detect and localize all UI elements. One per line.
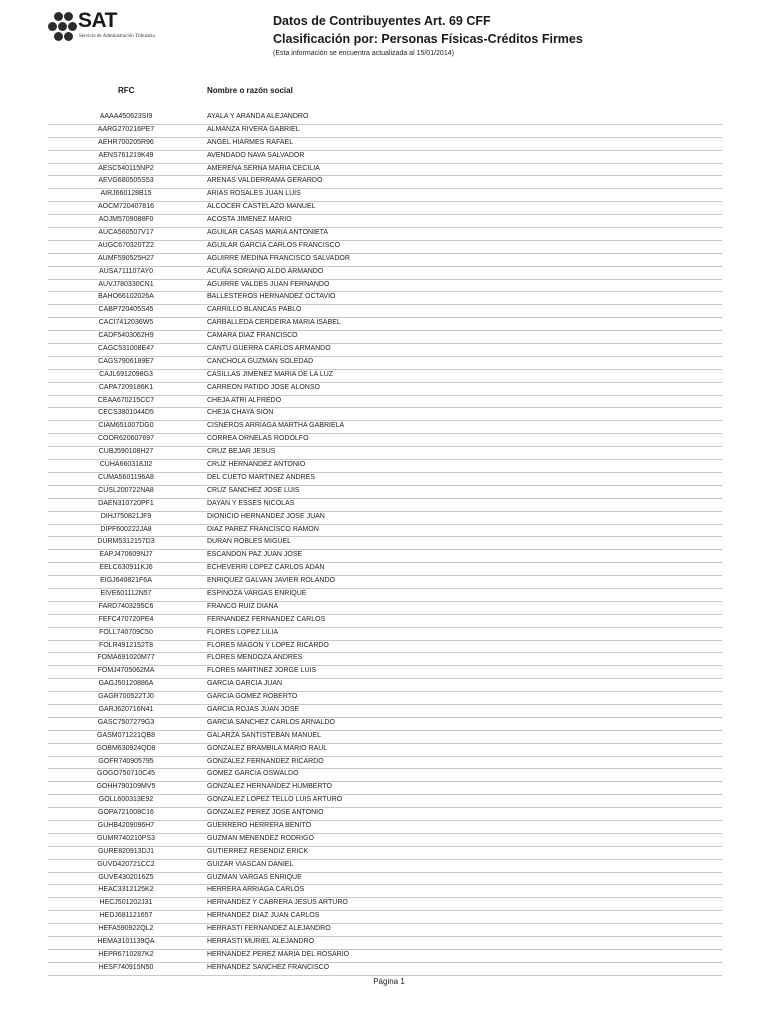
table-row <box>48 692 722 705</box>
rfc-cell: EELC630911KJ6 <box>99 564 153 572</box>
rfc-cell: DAEN310720PF1 <box>98 499 154 507</box>
name-cell: CASILLAS JIMENEZ MARIA DE LA LUZ <box>207 370 334 378</box>
table-row <box>48 357 722 370</box>
name-cell: GARCIA ROJAS JUAN JOSE <box>207 705 300 713</box>
name-cell: GONZALEZ HERNANDEZ HUMBERTO <box>207 783 332 791</box>
table-row <box>48 808 722 821</box>
name-cell: GARCIA GOMEZ ROBERTO <box>207 693 298 701</box>
sat-logo <box>48 9 188 44</box>
rfc-cell: GARJ620716N41 <box>98 705 154 713</box>
table-row <box>48 305 722 318</box>
table-row <box>48 254 722 267</box>
table-row <box>48 292 722 305</box>
page-title: Datos de Contribuyentes Art. 69 CFF <box>273 14 491 28</box>
table-row <box>48 744 722 757</box>
rfc-cell: CUBJ590108H27 <box>98 448 154 456</box>
name-cell: AMERENA SERNA MARIA CECILIA <box>207 164 320 172</box>
table-row <box>48 512 722 525</box>
rfc-cell: HEPR6710287K2 <box>98 950 154 958</box>
rfc-cell: CUMA5601196A8 <box>98 473 154 481</box>
name-cell: HERRASTI FERNANDEZ ALEJANDRO <box>207 925 331 933</box>
name-cell: GARCIA GARCIA JUAN <box>207 680 283 688</box>
table-row <box>48 241 722 254</box>
name-cell: HERNANDEZ Y CABRERA JESUS ARTURO <box>207 899 348 907</box>
table-row <box>48 473 722 486</box>
name-cell: ESCANDON PAZ JUAN JOSE <box>207 551 303 559</box>
name-cell: FRANCO RUIZ DIANA <box>207 602 279 610</box>
table-row <box>48 963 722 976</box>
table-row <box>48 718 722 731</box>
rfc-cell: GOFR740905795 <box>98 757 154 765</box>
name-cell: ECHEVERRI LOPEZ CARLOS ADAN <box>207 564 325 572</box>
table-row <box>48 769 722 782</box>
sat-logo-icon <box>48 12 78 42</box>
rfc-cell: CADF5403062H9 <box>98 332 154 340</box>
rfc-cell: GOBM630924QD8 <box>96 744 156 752</box>
table-row <box>48 396 722 409</box>
name-cell: CRUZ BEJAR JESUS <box>207 448 276 456</box>
rfc-cell: AUMF590525H27 <box>97 254 155 262</box>
rfc-cell: EIVE601112N57 <box>100 589 152 597</box>
table-row <box>48 834 722 847</box>
rfc-cell: DIPF600222JA8 <box>100 525 152 533</box>
rfc-cell: CAJL6912098G3 <box>99 370 153 378</box>
name-cell: HERNANDEZ SANCHEZ FRANCISCO <box>207 963 330 971</box>
table-row <box>48 602 722 615</box>
name-cell: CARREON PATIDO JOSE ALONSO <box>207 383 320 391</box>
name-cell: GUZMAN VARGAS ENRIQUE <box>207 873 302 881</box>
name-cell: CANCHOLA GUZMAN SOLEDAD <box>207 357 314 365</box>
name-cell: FLORES LOPEZ LILIA <box>207 628 279 636</box>
rfc-cell: AIRJ660128B15 <box>100 190 152 198</box>
name-cell: ENRIQUEZ GALVAN JAVIER ROLANDO <box>207 577 335 585</box>
table-row <box>48 563 722 576</box>
rfc-cell: AUVJ780330CN1 <box>98 280 154 288</box>
rfc-cell: GOHH790109MV5 <box>96 783 156 791</box>
rfc-cell: CAGC531008E47 <box>97 345 155 353</box>
table-row <box>48 370 722 383</box>
rfc-cell: FEFC470720PE4 <box>98 615 154 623</box>
name-cell: AGUILAR CASAS MARIA ANTONIETA <box>207 229 329 237</box>
rfc-cell: DURM5312157D3 <box>97 538 155 546</box>
rfc-cell: AEHR700205R96 <box>98 138 154 146</box>
rfc-cell: AENS761219K49 <box>98 151 154 159</box>
name-cell: FLORES MAGON Y LOPEZ RICARDO <box>207 641 329 649</box>
table-row <box>48 911 722 924</box>
table-row <box>48 537 722 550</box>
table-row <box>48 267 722 280</box>
rfc-cell: GASC7507279G3 <box>97 718 155 726</box>
table-row <box>48 641 722 654</box>
name-cell: CAMARA DIAZ FRANCISCO <box>207 332 298 340</box>
rfc-cell: FOLL740709C50 <box>99 628 153 636</box>
name-cell: FLORES MENDOZA ANDRES <box>207 654 303 662</box>
name-cell: CHEJA CHAYA SION <box>207 409 274 417</box>
table-row <box>48 408 722 421</box>
table-row <box>48 576 722 589</box>
rfc-cell: FOMJ4705062MA <box>97 667 155 675</box>
rfc-cell: HEMA3101139QA <box>97 938 155 945</box>
table-row <box>48 589 722 602</box>
table-row <box>48 847 722 860</box>
rfc-cell: AUCA560507V17 <box>98 229 154 237</box>
table-row <box>48 731 722 744</box>
rfc-cell: CACI7412036W5 <box>98 319 154 327</box>
rfc-cell: AESC540115NP2 <box>98 164 154 172</box>
table-row <box>48 950 722 963</box>
table-row <box>48 280 722 293</box>
rfc-cell: GAGR700522TJ0 <box>98 693 154 701</box>
table-row <box>48 486 722 499</box>
rfc-cell: AUGC670320TZ2 <box>97 241 155 249</box>
rfc-cell: CAPA7209186K1 <box>98 383 154 391</box>
rfc-cell: COOR620607697 <box>97 435 155 443</box>
table-row <box>48 331 722 344</box>
name-cell: DAYAN Y ESSES NICOLAS <box>207 499 295 507</box>
name-cell: ESPINOZA VARGAS ENRIQUE <box>207 589 307 597</box>
column-header-name: Nombre o razón social <box>207 86 293 95</box>
table-row <box>48 628 722 641</box>
table-row <box>48 898 722 911</box>
rfc-cell: HECJ501202J31 <box>99 899 153 907</box>
name-cell: CHEJA ATRI ALFREDO <box>207 396 282 404</box>
rfc-cell: AAAA450623SI9 <box>99 113 153 120</box>
name-cell: GUZMAN MENENDEZ RODRIGO <box>207 834 314 842</box>
rfc-cell: AOJM5709088F0 <box>98 216 154 224</box>
table-row <box>48 653 722 666</box>
name-cell: ACOSTA JIMENEZ MARIO <box>207 216 292 224</box>
rfc-cell: HEDJ681121657 <box>99 912 153 920</box>
logo-brand: SAT <box>78 9 117 32</box>
table-row <box>48 434 722 447</box>
rfc-cell: HEAC3312125K2 <box>98 886 154 894</box>
rfc-cell: GOLL600313E92 <box>98 796 154 804</box>
name-cell: ALMANZA RIVERA GABRIEL <box>207 125 300 133</box>
table-row <box>48 821 722 834</box>
rfc-cell: GOGO750710C45 <box>97 770 155 778</box>
table-row <box>48 112 722 125</box>
table-row <box>48 666 722 679</box>
table-row <box>48 885 722 898</box>
table-row <box>48 138 722 151</box>
table-row <box>48 705 722 718</box>
rfc-cell: DIHJ750821JF9 <box>100 512 152 520</box>
rfc-cell: AEVG680505S53 <box>98 177 154 185</box>
rfc-cell: FOMA691020M77 <box>97 654 155 662</box>
name-cell: GARCIA SANCHEZ CARLOS ARNALDO <box>207 718 335 726</box>
name-cell: GUIZAR VIASCAN DANIEL <box>207 860 294 868</box>
name-cell: DEL CUETO MARTINEZ ANDRES <box>207 473 316 481</box>
table-row <box>48 447 722 460</box>
rfc-cell: GUVD420721CC2 <box>97 860 155 868</box>
table-row <box>48 873 722 886</box>
name-cell: ALCOCER CASTELAZO MANUEL <box>207 203 316 211</box>
name-cell: HERRASTI MURIEL ALEJANDRO <box>207 938 315 945</box>
table-row <box>48 215 722 228</box>
name-cell: ARENAS VALDERRAMA GERARDO <box>207 177 323 185</box>
rfc-cell: GASM071221QB8 <box>97 731 155 739</box>
table-row <box>48 318 722 331</box>
table-row <box>48 937 722 950</box>
rfc-cell: CABP720405S45 <box>98 306 154 314</box>
table-row <box>48 460 722 473</box>
rfc-cell: EIGJ640821F6A <box>100 577 152 585</box>
name-cell: GONZALEZ PEREZ JOSE ANTONIO <box>207 809 324 817</box>
name-cell: CRUZ HERNANDEZ ANTONIO <box>207 461 306 469</box>
rfc-cell: HESF740915N50 <box>98 963 154 971</box>
name-cell: GONZALEZ FERNANDEZ RICARDO <box>207 757 324 765</box>
name-cell: AGUILAR GARCIA CARLOS FRANCISCO <box>207 241 341 249</box>
name-cell: CORREA ORNELAS RODOLFO <box>207 435 309 443</box>
rfc-cell: GUHB4209096H7 <box>97 821 155 829</box>
rfc-cell: CECS3801044D5 <box>98 409 154 417</box>
rfc-cell: CEAA670215CC7 <box>97 396 155 404</box>
table-row <box>48 924 722 937</box>
rfc-cell: AARG270216PE7 <box>97 125 155 133</box>
table-row <box>48 383 722 396</box>
rfc-cell: GUVE4302016Z5 <box>98 873 154 881</box>
rfc-cell: HEFA590922QL2 <box>98 925 154 933</box>
name-cell: AGUIRRE MEDINA FRANCISCO SALVADOR <box>207 254 350 262</box>
table-row <box>48 782 722 795</box>
name-cell: FERNANDEZ FERNANDEZ CARLOS <box>207 615 326 623</box>
table-row <box>48 525 722 538</box>
name-cell: GUERRERO HERRERA BENITO <box>207 821 312 829</box>
name-cell: HERRERA ARRIAGA CARLOS <box>207 886 305 894</box>
table-row <box>48 164 722 177</box>
page-subtitle: Clasificación por: Personas Físicas-Créditos Firmes <box>273 32 583 46</box>
table-row <box>48 615 722 628</box>
name-cell: CRUZ SANCHEZ JOSE LUIS <box>207 486 300 494</box>
name-cell: GOMEZ GARCIA OSWALDO <box>207 770 299 778</box>
table-row <box>48 679 722 692</box>
name-cell: GONZALEZ LOPEZ TELLO LUIS ARTURO <box>207 796 343 804</box>
name-cell: GALARZA SANTISTEBAN MANUEL <box>207 731 321 739</box>
table-row <box>48 176 722 189</box>
page-number: Página 1 <box>373 977 405 986</box>
name-cell: CARBALLEDA CERDEIRA MARIA ISABEL <box>207 319 341 327</box>
rfc-cell: GAGJ50120886A <box>98 680 154 688</box>
update-note: (Esta información se encuentra actualizada al 15/01/2014) <box>273 50 454 57</box>
name-cell: ACUÑA SORIANO ALDO ARMANDO <box>207 267 324 275</box>
rfc-cell: CUHA660318JI2 <box>99 461 153 469</box>
name-cell: HERNANDEZ DIAZ JUAN CARLOS <box>207 912 320 920</box>
name-cell: CISNEROS ARRIAGA MARTHA GABRIELA <box>207 422 345 430</box>
name-cell: ARIAS ROSALES JUAN LUIS <box>207 190 301 198</box>
name-cell: AGUIRRE VALDES JUAN FERNANDO <box>207 280 330 288</box>
table-row <box>48 860 722 873</box>
name-cell: BALLESTEROS HERNANDEZ OCTAVIO <box>207 293 336 301</box>
name-cell: GUTIERREZ RESENDIZ ERICK <box>207 847 309 855</box>
table-row <box>48 189 722 202</box>
table-row <box>48 550 722 563</box>
taxpayer-table <box>48 112 722 976</box>
rfc-cell: FARD7403295C6 <box>98 602 154 610</box>
logo-subtitle: Servicio de Administración Tributaria <box>79 34 155 39</box>
name-cell: DURAN ROBLES MIGUEL <box>207 538 292 546</box>
rfc-cell: CAGS7906189E7 <box>98 357 154 365</box>
rfc-cell: AOCM720407816 <box>97 203 155 211</box>
name-cell: HERNANDEZ PEREZ MARIA DEL ROSARIO <box>207 950 350 958</box>
rfc-cell: EAPJ470609NJ7 <box>99 551 153 559</box>
rfc-cell: AUSA711107AY0 <box>98 267 154 275</box>
name-cell: DIAZ PAREZ FRANCISCO RAMON <box>207 525 319 533</box>
name-cell: FLORES MARTINEZ JORGE LUIS <box>207 667 317 675</box>
table-row <box>48 421 722 434</box>
rfc-cell: CUSL200722NA8 <box>98 486 154 494</box>
table-row <box>48 344 722 357</box>
name-cell: AYALA Y ARANDA ALEJANDRO <box>207 113 309 120</box>
table-row <box>48 228 722 241</box>
name-cell: AVENDADO NAVA SALVADOR <box>207 151 305 159</box>
table-row <box>48 499 722 512</box>
name-cell: GONZALEZ BRAMBILA MARIO RAUL <box>207 744 328 752</box>
table-row <box>48 202 722 215</box>
rfc-cell: BAHO66102026A <box>98 293 154 301</box>
name-cell: DIONICIO HERNANDEZ JOSE JUAN <box>207 512 325 520</box>
rfc-cell: GOPA721008C16 <box>98 809 154 817</box>
column-header-rfc: RFC <box>118 86 135 95</box>
table-row <box>48 125 722 138</box>
table-row <box>48 795 722 808</box>
rfc-cell: GURE820913DJ1 <box>97 847 155 855</box>
name-cell: ANGEL HIARMES RAFAEL <box>207 138 294 146</box>
rfc-cell: CIAM651007DG0 <box>98 422 154 430</box>
name-cell: CARRILLO BLANCAS PABLO <box>207 306 302 314</box>
table-row <box>48 757 722 770</box>
name-cell: CANTU GUERRA CARLOS ARMANDO <box>207 345 331 353</box>
rfc-cell: FOLR4912152T8 <box>98 641 154 649</box>
table-row <box>48 151 722 164</box>
rfc-cell: GUMR740210PS3 <box>97 834 155 842</box>
